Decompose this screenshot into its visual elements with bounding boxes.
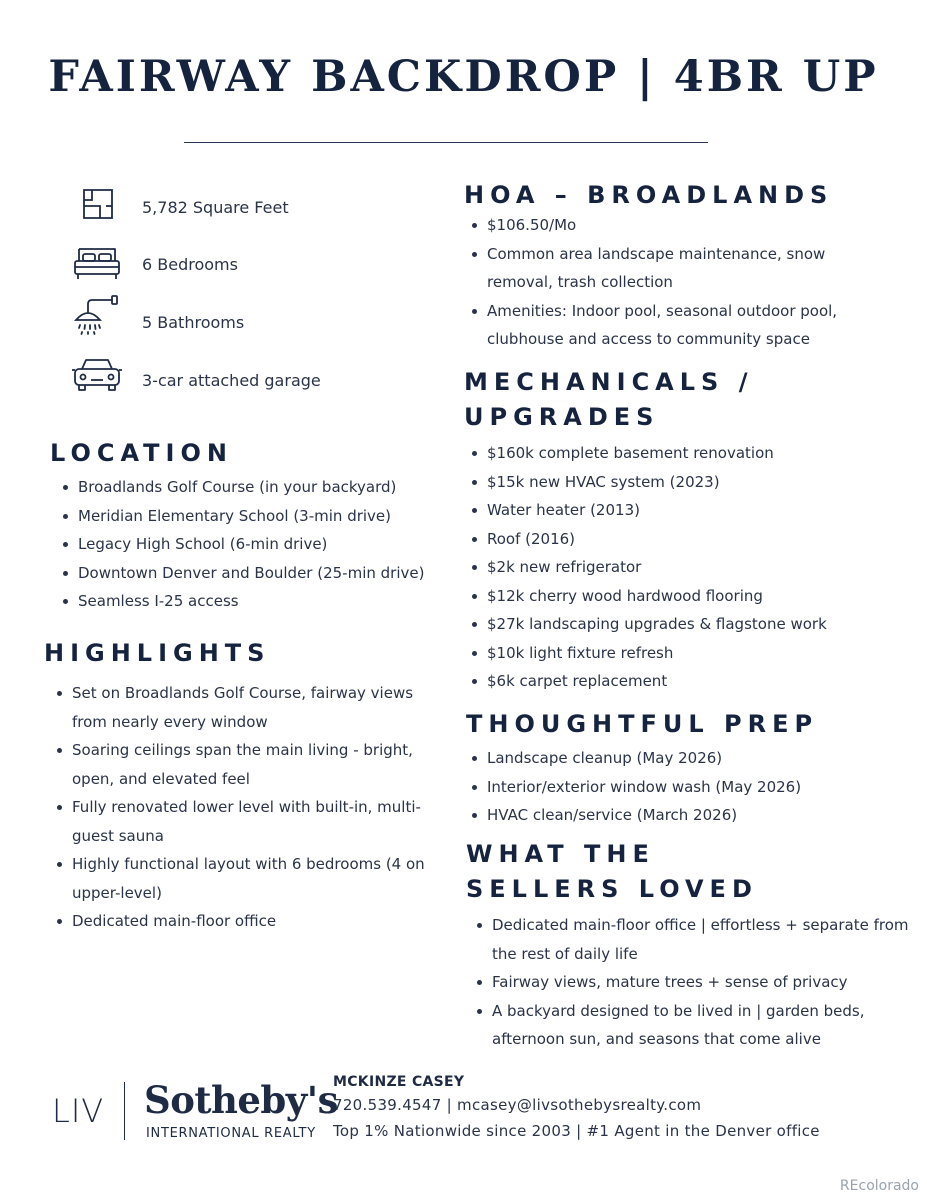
list-item: Meridian Elementary School (3-min drive) xyxy=(78,502,424,531)
title-divider xyxy=(184,142,708,143)
list-item: Landscape cleanup (May 2026) xyxy=(487,744,927,773)
logo-divider xyxy=(124,1082,125,1140)
list-item: $12k cherry wood hardwood flooring xyxy=(487,582,927,611)
list-item: Common area landscape maintenance, snow removal, trash collection xyxy=(487,240,927,297)
mechanicals-list xyxy=(467,439,927,696)
prep-list xyxy=(467,744,927,830)
brokerage-logo xyxy=(52,1078,338,1144)
list-item: Soaring ceilings span the main living - bright, open, and elevated feel xyxy=(72,736,452,793)
car-icon xyxy=(70,355,124,395)
list-item: Interior/exterior window wash (May 2026) xyxy=(487,773,927,802)
watermark: REcolorado xyxy=(839,1178,919,1194)
stat-bathrooms xyxy=(70,294,430,334)
loved-list xyxy=(472,911,927,1054)
list-item: Amenities: Indoor pool, seasonal outdoor pool, clubhouse and access to community space xyxy=(487,297,927,354)
logo-brand: Sotheby's xyxy=(144,1078,338,1122)
loved-heading: WHAT THE SELLERS LOVED xyxy=(466,840,758,903)
highlights-list xyxy=(52,679,452,936)
hoa-heading: HOA – BROADLANDS xyxy=(464,181,834,209)
list-item: $27k landscaping upgrades & flagstone work xyxy=(487,610,927,639)
stat-label: 5 Bathrooms xyxy=(142,313,245,332)
list-item: Water heater (2013) xyxy=(487,496,927,525)
highlights-heading: HIGHLIGHTS xyxy=(44,639,271,667)
page-title: FAIRWAY BACKDROP | 4BR UP xyxy=(48,52,879,102)
list-item: $10k light fixture refresh xyxy=(487,639,927,668)
agent-phone-email: 720.539.4547 | mcasey@livsothebysrealty.com xyxy=(333,1096,702,1114)
list-item: Downtown Denver and Boulder (25-min drive) xyxy=(78,559,424,588)
stat-square-feet xyxy=(70,186,430,226)
list-item: Set on Broadlands Golf Course, fairway views from nearly every window xyxy=(72,679,452,736)
agent-contact xyxy=(333,1072,820,1144)
list-item: Roof (2016) xyxy=(487,525,927,554)
location-list xyxy=(58,473,424,616)
list-item: A backyard designed to be lived in | garden beds, afternoon sun, and seasons that come alive xyxy=(492,997,927,1054)
list-item: HVAC clean/service (March 2026) xyxy=(487,801,927,830)
list-item: Fairway views, mature trees + sense of privacy xyxy=(492,968,927,997)
hoa-list xyxy=(467,211,927,354)
list-item: Legacy High School (6-min drive) xyxy=(78,530,424,559)
list-item: $15k new HVAC system (2023) xyxy=(487,468,927,497)
list-item: Seamless I-25 access xyxy=(78,587,424,616)
stat-bedrooms xyxy=(70,243,430,283)
list-item: Fully renovated lower level with built-in, multi- guest sauna xyxy=(72,793,452,850)
list-item: Broadlands Golf Course (in your backyard) xyxy=(78,473,424,502)
logo-liv: LIV xyxy=(52,1092,105,1130)
list-item: Highly functional layout with 6 bedrooms (4 on upper-level) xyxy=(72,850,452,907)
list-item: $106.50/Mo xyxy=(487,211,927,240)
mechanicals-heading: MECHANICALS / UPGRADES xyxy=(464,368,754,431)
stat-garage xyxy=(70,355,430,395)
stat-label: 6 Bedrooms xyxy=(142,255,238,274)
stat-label: 3-car attached garage xyxy=(142,371,321,390)
location-heading: LOCATION xyxy=(50,439,233,467)
agent-name: MCKINZE CASEY xyxy=(333,1074,465,1090)
list-item: $6k carpet replacement xyxy=(487,667,927,696)
list-item: Dedicated main-floor office | effortless + separate from the rest of daily life xyxy=(492,911,927,968)
shower-icon xyxy=(70,294,124,334)
list-item: $160k complete basement renovation xyxy=(487,439,927,468)
bed-icon xyxy=(70,243,124,283)
logo-subtitle: INTERNATIONAL REALTY xyxy=(146,1126,316,1141)
list-item: Dedicated main-floor office xyxy=(72,907,452,936)
stat-label: 5,782 Square Feet xyxy=(142,198,289,217)
list-item: $2k new refrigerator xyxy=(487,553,927,582)
prep-heading: THOUGHTFUL PREP xyxy=(466,710,819,738)
agent-tagline: Top 1% Nationwide since 2003 | #1 Agent in the Denver office xyxy=(333,1122,820,1140)
floorplan-icon xyxy=(70,186,124,226)
